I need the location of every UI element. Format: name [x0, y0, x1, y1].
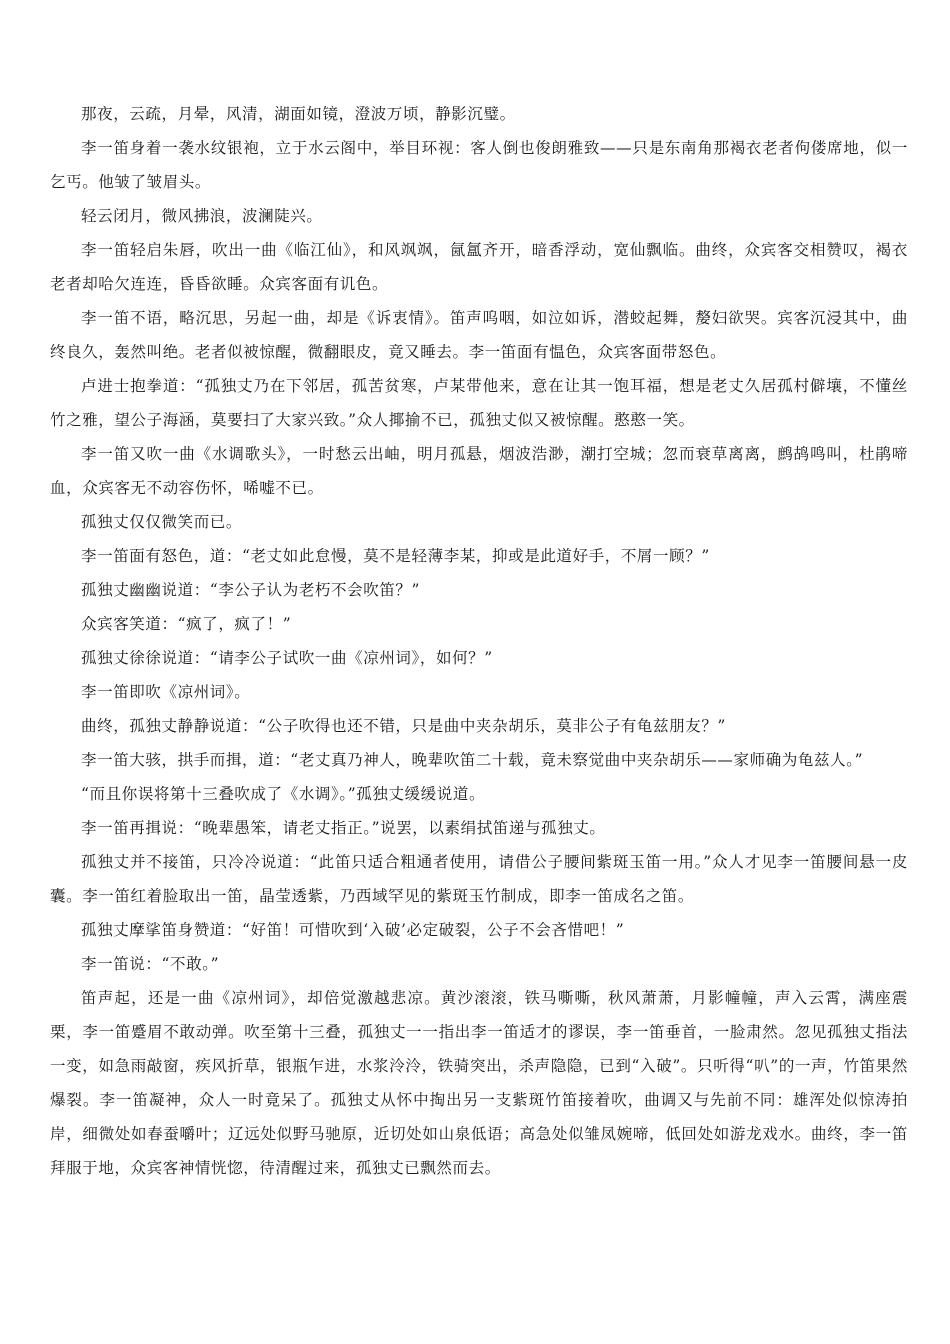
paragraph: 孤独丈徐徐说道：“请李公子试吹一曲《凉州词》，如何？”: [81, 649, 493, 667]
paragraph: 孤独丈仅仅微笑而已。: [81, 513, 243, 531]
paragraph: 李一笛说：“不敢。”: [81, 955, 220, 973]
paragraph: 卢进士抱拳道：“孤独丈乃在下邻居，孤苦贫寒，卢某带他来，意在让其一饱耳福，想是老丈久居孤村僻壤，不懂丝竹之雅，望公子海涵，莫要扫了大家兴致。”众人揶揄不已，孤独丈似又被惊醒。憨憨一笑。: [50, 377, 908, 429]
paragraph: 孤独丈摩挲笛身赞道：“好笛！可惜吹到‘入破’必定破裂，公子不会吝惜吧！”: [81, 921, 625, 939]
paragraph: 轻云闭月，微风拂浪，波澜陡兴。: [81, 207, 323, 225]
paragraph: 孤独丈并不接笛，只冷冷说道：“此笛只适合粗通者使用，请借公子腰间紫斑玉笛一用。”众人才见李一笛腰间悬一皮囊。李一笛红着脸取出一笛，晶莹透紫，乃西域罕见的紫斑玉竹制成，即李一笛成名之笛。: [50, 853, 908, 905]
paragraph: 李一笛面有怒色，道：“老丈如此怠慢，莫不是轻薄李某，抑或是此道好手，不屑一顾？”: [81, 547, 710, 565]
paragraph: 众宾客笑道：“疯了，疯了！”: [81, 615, 292, 633]
story-body: [50, 97, 908, 1185]
paragraph: 李一笛即吹《凉州词》。: [81, 683, 251, 701]
paragraph: 笛声起，还是一曲《凉州词》，却倍觉激越悲凉。黄沙滚滚，铁马嘶嘶，秋风萧萧，月影幢幢，声入云霄，满座震栗，李一笛蹙眉不敢动弹。吹至第十三叠，孤独丈一一指出李一笛适才的谬误，李一笛垂首，一脸肃然。忽见孤独丈指法一变，如急雨敲窗，疾风折草，银瓶乍进，水浆泠泠，铁骑突出，杀声隐隐，已到“入破”。只听得“叭”的一声，竹笛果然爆裂。李一笛凝神，众人一时竟呆了。孤独丈从怀中掏出另一支紫斑竹笛接着吹，曲调又与先前不同：雄浑处似惊涛拍岸，细微处如春蚕嚼叶；辽远处似野马驰原，近切处如山泉低语；高急处似雏凤婉啼，低回处如游龙戏水。曲终，李一笛拜服于地，众宾客神情恍惚，待清醒过来，孤独丈已飘然而去。: [50, 989, 908, 1177]
paragraph: 李一笛不语，略沉思，另起一曲，却是《诉衷情》。笛声呜咽，如泣如诉，潜蛟起舞，嫠妇欲哭。宾客沉浸其中，曲终良久，轰然叫绝。老者似被惊醒，微翻眼皮，竟又睡去。李一笛面有愠色，众宾客面带怒色。: [50, 309, 908, 361]
paragraph: 李一笛再揖说：“晚辈愚笨，请老丈指正。”说罢，以素绢拭笛递与孤独丈。: [81, 819, 606, 837]
paragraph: 李一笛又吹一曲《水调歌头》，一时愁云出岫，明月孤悬，烟波浩渺，潮打空城；忽而衰草离离，鹧鸪鸣叫，杜鹃啼血，众宾客无不动容伤怀，唏嘘不已。: [50, 445, 908, 497]
paragraph: 那夜，云疏，月晕，风清，湖面如镜，澄波万顷，静影沉璧。: [81, 105, 516, 123]
paragraph: 李一笛大骇，拱手而揖，道：“老丈真乃神人，晚辈吹笛二十载，竟未察觉曲中夹杂胡乐——家师确为龟兹人。”: [81, 751, 864, 769]
paragraph: 李一笛身着一袭水纹银袍，立于水云阁中，举目环视：客人倒也俊朗雅致——只是东南角那褐衣老者佝偻席地，似一乞丐。他皱了皱眉头。: [50, 139, 908, 191]
paragraph: 孤独丈幽幽说道：“李公子认为老朽不会吹笛？”: [81, 581, 421, 599]
paragraph: “而且你误将第十三叠吹成了《水调》。”孤独丈缓缓说道。: [81, 785, 486, 803]
paragraph: 曲终，孤独丈静静说道：“公子吹得也还不错，只是曲中夹杂胡乐，莫非公子有龟兹朋友？”: [81, 717, 726, 735]
paragraph: 李一笛轻启朱唇，吹出一曲《临江仙》，和风飒飒，氤氲齐开，暗香浮动，宽仙飘临。曲终，众宾客交相赞叹，褐衣老者却哈欠连连，昏昏欲睡。众宾客面有讥色。: [50, 241, 908, 293]
